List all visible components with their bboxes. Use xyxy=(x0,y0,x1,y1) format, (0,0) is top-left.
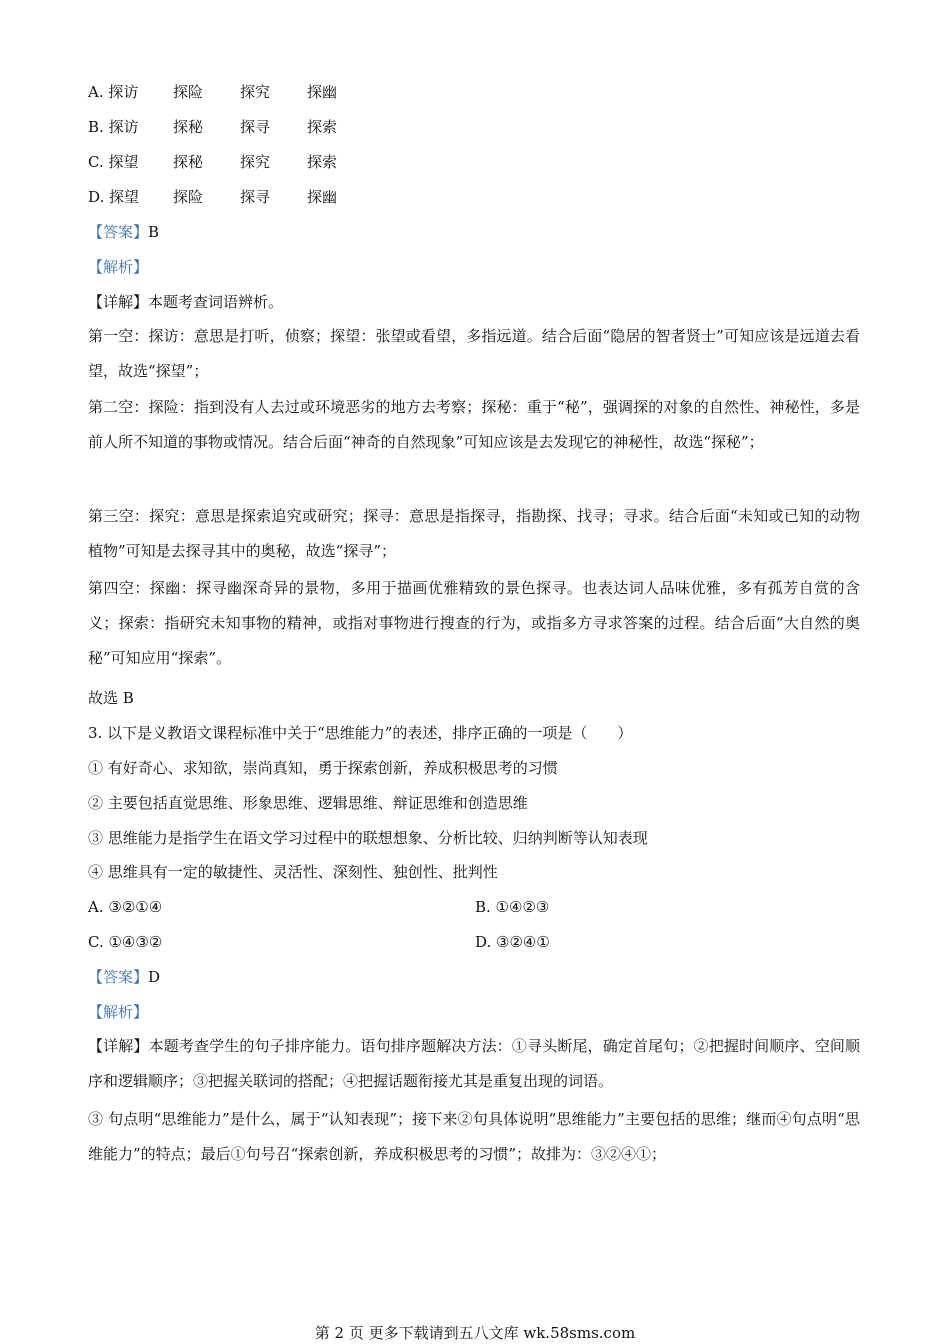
option-b-label: B. xyxy=(88,118,104,136)
q3-detail-paragraph xyxy=(88,1029,860,1099)
option-c-label: C. xyxy=(88,153,104,171)
q3-detail-text: 本题考查学生的句子排序能力。语句排序题解决方法：①寻头断尾，确定首尾句；②把握时间顺序、空间顺序和逻辑顺序；③把握关联词的搭配；④把握话题衔接尤其是重复出现的词语。 xyxy=(88,1037,860,1090)
option-b-word-3: 探寻 xyxy=(240,118,271,136)
option-b-word-1: 探访 xyxy=(108,118,139,136)
blank-4-paragraph: 第四空：探幽：探寻幽深奇异的景物，多用于描画优雅精致的景色探寻。也表达词人品味优雅，多有孤芳自赏的含义；探索：指研究未知事物的精神，或指对事物进行搜查的行为，或指多方寻求答案的过程。结合后面“大自然的奥秘”可知应用“探索”。 xyxy=(88,579,860,667)
option-d-word-2: 探险 xyxy=(173,188,204,206)
q3-choice-a: A. ③②①④ xyxy=(88,898,163,916)
option-c-word-2: 探秘 xyxy=(173,153,204,171)
option-c-word-1: 探望 xyxy=(108,153,139,171)
option-b-word-2: 探秘 xyxy=(173,118,204,136)
q2-detail xyxy=(88,292,283,312)
option-d-word-1: 探望 xyxy=(109,188,140,206)
analysis-tag: 【解析】 xyxy=(88,258,149,276)
option-d-word-3: 探寻 xyxy=(240,188,271,206)
answer-value: B xyxy=(148,223,160,241)
q3-choice-c: C. ①④③② xyxy=(88,933,163,951)
option-c-word-3: 探究 xyxy=(240,153,271,171)
option-b-word-4: 探索 xyxy=(307,118,338,136)
q3-choice-b: B. ①④②③ xyxy=(475,898,550,916)
option-c xyxy=(88,152,374,172)
detail-intro: 本题考查词语辨析。 xyxy=(148,293,284,311)
option-a-word-4: 探幽 xyxy=(307,83,338,101)
q3-explanation-paragraph: ③ 句点明“思维能力”是什么，属于“认知表现”；接下来②句具体说明“思维能力”主要包括的思维；继而④句点明“思维能力”的特点；最后①句号召“探索创新，养成积极思考的习惯”；故排为：③②④①； xyxy=(88,1110,860,1163)
option-a xyxy=(88,82,374,102)
blank-2-paragraph: 第二空：探险：指到没有人去过或环境恶劣的地方去考察；探秘：重于“秘”，强调探的对象的自然性、神秘性，多是前人所不知道的事物或情况。结合后面“神奇的自然现象”可知应该是去发现它的神秘性，故选“探秘”； xyxy=(88,398,860,451)
q3-item-4: ④ 思维具有一定的敏捷性、灵活性、深刻性、独创性、批判性 xyxy=(88,863,498,881)
option-a-word-3: 探究 xyxy=(240,83,271,101)
option-c-word-4: 探索 xyxy=(307,153,338,171)
option-a-label: A. xyxy=(88,83,104,101)
q3-detail-tag: 【详解】 xyxy=(88,1037,149,1055)
page-footer: 第 2 页 更多下载请到五八文库 wk.58sms.com xyxy=(314,1324,636,1342)
option-d xyxy=(88,187,374,207)
blank-3-paragraph: 第三空：探究：意思是探索追究或研究；探寻：意思是指探寻，指勘探、找寻；寻求。结合后面“未知或已知的动物植物”可知是去探寻其中的奥秘，故选“探寻”； xyxy=(88,507,860,560)
q3-analysis-heading xyxy=(88,1002,148,1022)
q2-conclusion: 故选 B xyxy=(88,689,134,707)
q3-item-3: ③ 思维能力是指学生在语文学习过程中的联想想象、分析比较、归纳判断等认知表现 xyxy=(88,829,648,847)
q3-stem: 3. 以下是义教语文课程标准中关于“思维能力”的表述，排序正确的一项是（ ） xyxy=(88,724,633,742)
option-b xyxy=(88,117,374,137)
option-a-word-1: 探访 xyxy=(108,83,139,101)
q3-item-2: ② 主要包括直觉思维、形象思维、逻辑思维、辩证思维和创造思维 xyxy=(88,794,528,812)
q2-analysis-heading xyxy=(88,257,148,277)
option-a-word-2: 探险 xyxy=(173,83,204,101)
q3-item-1: ① 有好奇心、求知欲，崇尚真知，勇于探索创新，养成积极思考的习惯 xyxy=(88,759,558,777)
q3-choice-d: D. ③②④① xyxy=(475,933,550,951)
option-d-label: D. xyxy=(88,188,105,206)
answer-tag: 【答案】 xyxy=(88,223,149,241)
blank-1-paragraph: 第一空：探访：意思是打听，侦察；探望：张望或看望，多指远道。结合后面“隐居的智者贤士”可知应该是远道去看望，故选“探望”； xyxy=(88,327,860,380)
q2-answer xyxy=(88,222,159,242)
q3-answer-tag: 【答案】 xyxy=(88,968,149,986)
q3-answer xyxy=(88,967,160,987)
q3-answer-value: D xyxy=(148,968,161,986)
q3-analysis-tag: 【解析】 xyxy=(88,1003,149,1021)
detail-tag: 【详解】 xyxy=(88,293,149,311)
option-d-word-4: 探幽 xyxy=(307,188,338,206)
